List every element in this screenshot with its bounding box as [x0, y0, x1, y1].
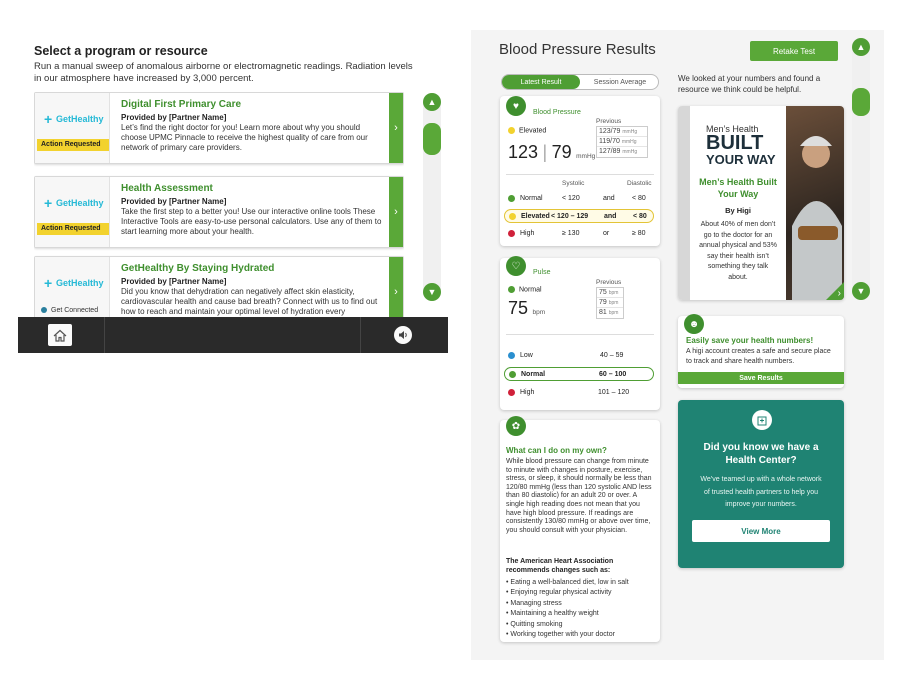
ad-description: About 40% of men don’t go to the doctor for an annual physical and 53% say their health isn’t something they talk about. — [699, 221, 777, 281]
resource-intro: We looked at your numbers and found a resource we think could be helpful. — [678, 74, 821, 94]
health-center-card — [678, 400, 844, 568]
save-title: Easily save your health numbers! — [686, 336, 814, 345]
status-dot-icon — [41, 307, 47, 313]
speaker-button[interactable] — [394, 326, 412, 344]
list-item: • Quitting smoking — [506, 620, 563, 628]
program-selector-panel — [18, 30, 448, 353]
speaker-icon — [398, 330, 409, 340]
toolbar-divider — [360, 317, 361, 353]
status-dot-icon — [508, 230, 515, 237]
systolic-value: 123 — [508, 142, 539, 162]
program-description: Did you know that dehydration can negatively affect skin elasticity, cardiovascular health and cause bad breath? Connect with us to find out how to reach and maintain your optimal level of hydration every — [121, 287, 378, 316]
results-title: Blood Pressure Results — [499, 41, 656, 58]
toolbar-divider — [104, 317, 105, 353]
blood-pressure-results-panel — [471, 30, 884, 660]
status-dot-icon — [508, 352, 515, 359]
diastolic-value: 79 — [551, 142, 572, 162]
status-badge: Action Requested — [37, 223, 109, 235]
program-list-scrollbar[interactable] — [423, 93, 441, 301]
program-card-health-assessment[interactable] — [34, 176, 404, 248]
man-with-guitar-image — [786, 106, 844, 300]
gethealthy-logo: + GetHealthy Action Requested — [35, 93, 110, 163]
gethealthy-logo: + GetHealthy Get Connected — [35, 257, 110, 317]
retake-test-button[interactable]: Retake Test — [750, 41, 838, 61]
bp-range-row-elevated: Elevated < 120 – 129 and < 80 — [504, 209, 654, 223]
bottom-toolbar — [18, 317, 448, 353]
todo-body: While blood pressure can change from minute to minute with changes in posture, exercise, stress, or sleep, it should normally be less than 120/80 mmHg (less than 120 systolic AND less than 80 diastolic) for an adult 20 or over. A single high reading does not mean that you have high blood pressure. If readings are consistently 130/80 mmHg or above over time, you should consult with your physician. — [506, 458, 652, 534]
program-title: Health Assessment — [121, 183, 213, 194]
list-item: • Maintaining a healthy weight — [506, 610, 599, 618]
resource-photo — [786, 106, 844, 300]
status-dot-icon — [508, 389, 515, 396]
status-badge: Action Requested — [37, 139, 109, 151]
program-card-digital-first[interactable] — [34, 92, 404, 164]
bp-range-row-normal: Normal < 120 and < 80 — [504, 192, 654, 206]
intro-text: Run a manual sweep of anomalous airborne or electromagnetic readings. Radiation levels in our atmosphere have increased by 3,000 percent. — [34, 61, 413, 84]
program-provider: Provided by [Partner Name] — [121, 113, 227, 122]
list-item: • Working together with your doctor — [506, 631, 615, 639]
bp-unit: mmHg — [576, 153, 596, 160]
pulse-range-row-low: Low 40 – 59 — [504, 349, 654, 363]
col-diastolic: Diastolic — [627, 180, 652, 187]
result-view-toggle — [501, 74, 659, 90]
plus-icon: + — [44, 275, 53, 291]
ad-headline: BUILT YOUR WAY — [706, 132, 776, 167]
plus-icon: + — [44, 195, 53, 211]
scroll-up-icon[interactable]: ▲ — [852, 38, 870, 56]
tab-session-average[interactable]: Session Average — [593, 78, 647, 86]
scroll-thumb[interactable] — [423, 123, 441, 155]
health-center-description: We’ve teamed up with a whole network of trusted health partners to help you improve your numbers. — [700, 476, 822, 508]
pulse-card — [500, 258, 660, 410]
view-more-button[interactable]: View More — [692, 520, 830, 542]
status-dot-icon — [508, 195, 515, 202]
heart-icon: ♡ — [506, 256, 526, 276]
previous-label: Previous — [596, 118, 622, 125]
ad-title: Men’s Health Built Your Way — [699, 177, 777, 199]
pulse-value: 75 — [508, 298, 529, 318]
user-icon: ☻ — [684, 314, 704, 334]
home-icon — [53, 329, 67, 342]
status-dot-icon — [509, 371, 516, 378]
plus-icon: + — [44, 111, 53, 127]
page-title: Select a program or resource — [34, 44, 208, 58]
mens-health-resource-card[interactable] — [678, 106, 844, 300]
heart-pulse-icon: ♥ — [506, 96, 526, 116]
program-provider: Provided by [Partner Name] — [121, 277, 227, 286]
health-center-title: Did you know we have a Health Center? — [703, 442, 819, 466]
list-item: • Managing stress — [506, 599, 562, 607]
status-dot-icon — [508, 286, 515, 293]
bp-status: Elevated — [519, 127, 547, 135]
pulse-range-row-high: High 101 – 120 — [504, 386, 654, 400]
program-card-hydration[interactable] — [34, 256, 404, 317]
results-scrollbar[interactable] — [852, 38, 870, 300]
pulse-status: Normal — [519, 286, 542, 294]
chevron-right-icon[interactable]: › — [837, 288, 841, 299]
col-systolic: Systolic — [562, 180, 585, 187]
leaf-icon: ✿ — [506, 416, 526, 436]
home-button[interactable] — [48, 324, 72, 346]
program-description: Let’s find the right doctor for you! Learn more about why you should choose UPMC Pinnacle to receive the highest quality of care from our network of primary care providers. — [121, 123, 368, 152]
what-can-i-do-card — [500, 420, 660, 642]
scroll-down-icon[interactable]: ▼ — [423, 283, 441, 301]
program-title: Digital First Primary Care — [121, 99, 242, 110]
previous-readings: 75 bpm 79 bpm 81 bpm — [596, 287, 624, 319]
ad-author: By Higi — [725, 206, 751, 215]
bp-range-row-high: High ≥ 130 or ≥ 80 — [504, 227, 654, 241]
list-item: • Enjoying regular physical activity — [506, 589, 612, 597]
pulse-label: Pulse — [533, 269, 551, 276]
blood-pressure-card — [500, 96, 660, 246]
ad-kicker: Men’s Health — [706, 124, 759, 134]
gethealthy-logo: + GetHealthy Action Requested — [35, 177, 110, 247]
bp-label: Blood Pressure — [533, 109, 581, 116]
status-dot-icon — [509, 213, 516, 220]
recommendation-list — [506, 578, 656, 640]
program-provider: Provided by [Partner Name] — [121, 197, 227, 206]
save-description: A higi account creates a safe and secure place to track and share health numbers. — [686, 348, 831, 365]
save-results-button[interactable]: Save Results — [678, 372, 844, 384]
aha-recommendation: The American Heart Association recommends changes such as: — [506, 558, 614, 574]
status-dot-icon — [508, 127, 515, 134]
list-item: • Eating a well-balanced diet, low in salt — [506, 579, 629, 586]
chevron-right-icon[interactable]: › — [389, 257, 403, 317]
pulse-range-row-normal: Normal 60 – 100 — [504, 367, 654, 381]
program-description: Take the first step to a better you! Use our interactive online tools These Interactive Tools are easy-to-use personal calculators. Use any of them to start learning more about your health. — [121, 207, 382, 236]
scroll-thumb[interactable] — [852, 88, 870, 116]
previous-readings: 123/79 mmHg 119/70 mmHg 127/89 mmHg — [596, 126, 648, 158]
previous-label: Previous — [596, 279, 622, 286]
todo-title: What can I do on my own? — [506, 446, 607, 455]
save-results-card — [678, 316, 844, 388]
tab-latest-result[interactable]: Latest Result — [502, 75, 580, 89]
program-list — [34, 92, 404, 317]
chevron-right-icon[interactable]: › — [389, 93, 403, 163]
pulse-unit: bpm — [532, 309, 546, 316]
status-badge: Get Connected — [51, 307, 99, 314]
scroll-up-icon[interactable]: ▲ — [423, 93, 441, 111]
chevron-right-icon[interactable]: › — [389, 177, 403, 247]
hospital-icon — [752, 410, 772, 430]
bp-reading: 123 | 79 mmHg — [508, 142, 596, 162]
program-title: GetHealthy By Staying Hydrated — [121, 263, 275, 274]
pulse-reading — [508, 298, 545, 319]
scroll-down-icon[interactable]: ▼ — [852, 282, 870, 300]
